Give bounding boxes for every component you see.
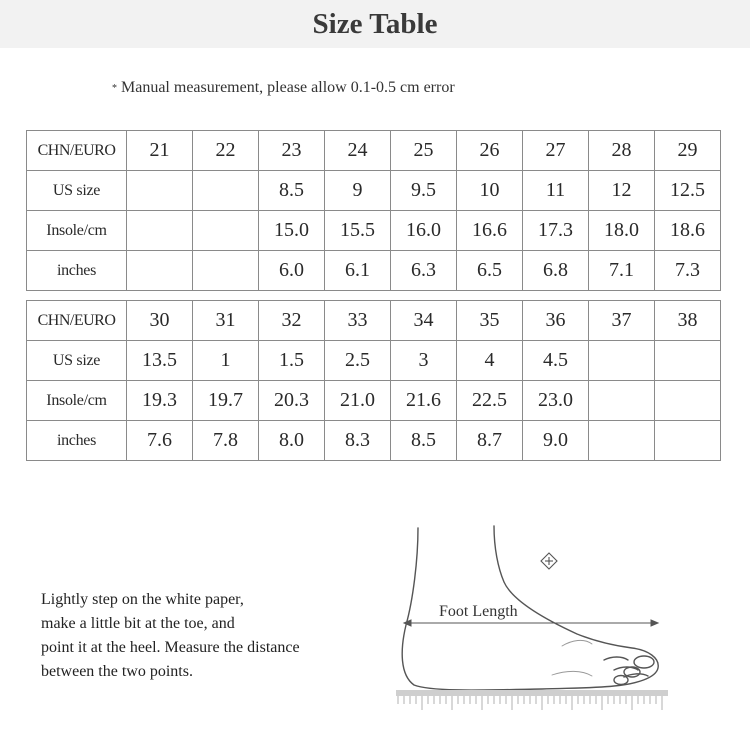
table-cell: 8.3 (325, 421, 391, 461)
foot-length-label: Foot Length (439, 603, 518, 620)
table-cell: 10 (457, 171, 523, 211)
table-cell (589, 381, 655, 421)
table-cell: 4.5 (523, 341, 589, 381)
table-row (27, 171, 721, 211)
table-cell: 38 (655, 301, 721, 341)
page-title: Size Table (312, 8, 438, 40)
table-cell: 8.0 (259, 421, 325, 461)
row-label-inches: inches (27, 421, 127, 461)
table-cell: 4 (457, 341, 523, 381)
table-cell: 19.3 (127, 381, 193, 421)
table-cell: 17.3 (523, 211, 589, 251)
table-cell: 25 (391, 131, 457, 171)
table-cell: 23 (259, 131, 325, 171)
table-row (27, 381, 721, 421)
table-cell: 21 (127, 131, 193, 171)
table-row (27, 341, 721, 381)
table-cell: 37 (589, 301, 655, 341)
table-cell (193, 171, 259, 211)
table-cell: 26 (457, 131, 523, 171)
table-cell: 6.1 (325, 251, 391, 291)
table-cell: 6.5 (457, 251, 523, 291)
table-cell: 6.3 (391, 251, 457, 291)
table-cell: 7.8 (193, 421, 259, 461)
table-cell: 23.0 (523, 381, 589, 421)
table-cell: 32 (259, 301, 325, 341)
table-cell (193, 251, 259, 291)
note-text: Manual measurement, please allow 0.1-0.5 cm error (121, 79, 455, 96)
row-label-inches: inches (27, 251, 127, 291)
table-cell: 20.3 (259, 381, 325, 421)
table-row (27, 421, 721, 461)
foot-measurement-diagram (392, 520, 672, 720)
measurement-note (112, 79, 455, 97)
table-cell (193, 211, 259, 251)
table-cell: 9 (325, 171, 391, 211)
table-cell: 12 (589, 171, 655, 211)
table-cell: 9.0 (523, 421, 589, 461)
table-cell (655, 381, 721, 421)
table-cell: 28 (589, 131, 655, 171)
table-cell (127, 171, 193, 211)
table-cell (127, 211, 193, 251)
note-star: * (112, 83, 117, 94)
table-cell: 8.7 (457, 421, 523, 461)
table-cell: 21.0 (325, 381, 391, 421)
table-row (27, 251, 721, 291)
table-cell: 22 (193, 131, 259, 171)
table-cell: 8.5 (259, 171, 325, 211)
table-cell: 22.5 (457, 381, 523, 421)
table-cell: 15.0 (259, 211, 325, 251)
table-cell: 21.6 (391, 381, 457, 421)
table-cell: 7.1 (589, 251, 655, 291)
row-label-us-size: US size (27, 171, 127, 211)
table-cell: 1.5 (259, 341, 325, 381)
table-cell (655, 341, 721, 381)
table-cell: 34 (391, 301, 457, 341)
measurement-instructions (41, 588, 300, 684)
foot-length-arrow (404, 620, 658, 626)
table-cell: 16.0 (391, 211, 457, 251)
table-cell: 27 (523, 131, 589, 171)
ruler-icon (396, 690, 668, 710)
row-label-insole-cm: Insole/cm (27, 381, 127, 421)
row-label-insole-cm: Insole/cm (27, 211, 127, 251)
row-label-chn-euro: CHN/EURO (27, 131, 127, 171)
table-row (27, 211, 721, 251)
table-cell: 2.5 (325, 341, 391, 381)
table-cell: 31 (193, 301, 259, 341)
table-cell: 30 (127, 301, 193, 341)
table-cell: 8.5 (391, 421, 457, 461)
table-cell: 24 (325, 131, 391, 171)
table-cell (589, 341, 655, 381)
instruction-line: point it at the heel. Measure the distance (41, 639, 300, 656)
table-cell: 19.7 (193, 381, 259, 421)
table-cell: 3 (391, 341, 457, 381)
table-cell: 36 (523, 301, 589, 341)
table-cell: 9.5 (391, 171, 457, 211)
size-table-1 (26, 130, 721, 291)
size-table-2 (26, 300, 721, 461)
row-label-chn-euro: CHN/EURO (27, 301, 127, 341)
table-cell: 16.6 (457, 211, 523, 251)
table-cell: 7.6 (127, 421, 193, 461)
table-cell (127, 251, 193, 291)
table-cell (655, 421, 721, 461)
table-row (27, 131, 721, 171)
table-cell: 7.3 (655, 251, 721, 291)
table-cell: 6.0 (259, 251, 325, 291)
instruction-line: Lightly step on the white paper, (41, 591, 244, 608)
table-cell: 33 (325, 301, 391, 341)
table-cell: 11 (523, 171, 589, 211)
table-cell: 13.5 (127, 341, 193, 381)
table-cell: 18.6 (655, 211, 721, 251)
instruction-line: between the two points. (41, 663, 193, 680)
row-label-us-size: US size (27, 341, 127, 381)
table-cell: 18.0 (589, 211, 655, 251)
table-cell: 1 (193, 341, 259, 381)
table-cell: 12.5 (655, 171, 721, 211)
table-cell (589, 421, 655, 461)
move-cross-icon (541, 553, 557, 569)
table-row (27, 301, 721, 341)
table-cell: 15.5 (325, 211, 391, 251)
table-cell: 6.8 (523, 251, 589, 291)
table-cell: 29 (655, 131, 721, 171)
instruction-line: make a little bit at the toe, and (41, 615, 235, 632)
table-cell: 35 (457, 301, 523, 341)
